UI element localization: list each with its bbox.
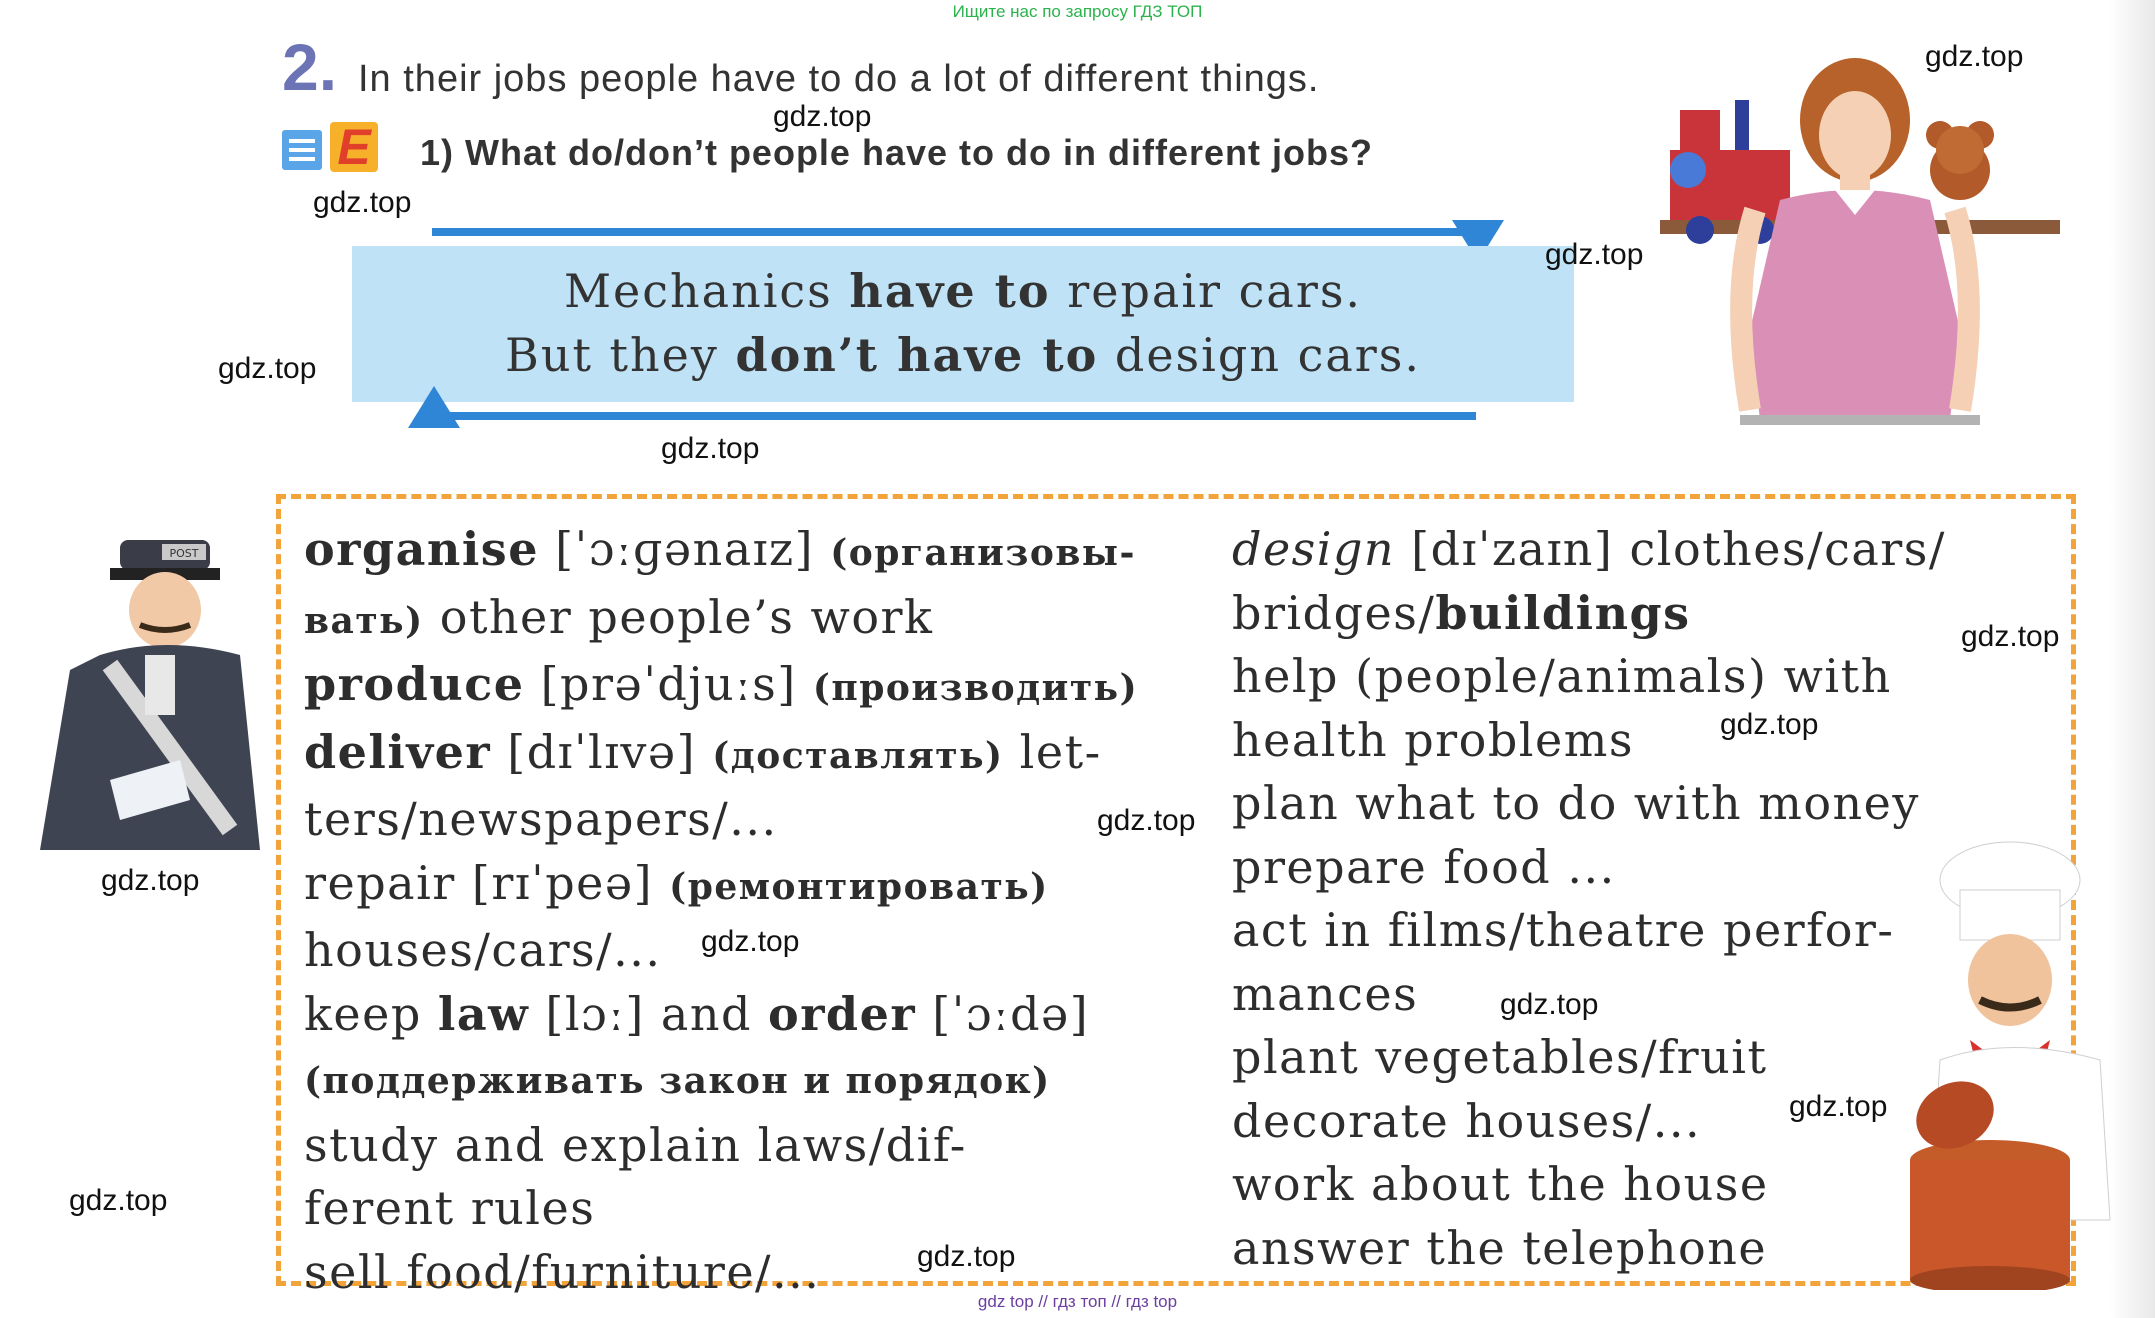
exercise-question: 1) What do/don’t people have to do in different jobs? — [420, 132, 1373, 173]
vocab-line: ferent rules — [304, 1181, 596, 1235]
vocab-line: answer the telephone — [1232, 1220, 1768, 1275]
watermark: gdz.top — [701, 925, 800, 958]
postman-illustration — [30, 530, 270, 860]
vocab-line: prepare food ... — [1232, 839, 1616, 894]
example-line-2: But they don’t have to design cars. — [505, 328, 1421, 382]
watermark: gdz.top — [101, 864, 200, 897]
vocab-line: health problems — [1232, 712, 1634, 767]
top-banner: Ищите нас по запросу ГДЗ ТОП — [952, 2, 1203, 21]
watermark: gdz.top — [1789, 1090, 1888, 1123]
saleswoman-illustration — [1660, 30, 2060, 450]
letter-e-icon: E — [330, 122, 378, 172]
vocab-line: organise [ˈɔːɡənaɪz] (организовы- — [304, 522, 1136, 576]
vocab-line: ters/newspapers/... — [304, 792, 778, 846]
vocab-line: help (people/animals) with — [1232, 649, 1892, 703]
vocab-line: study and explain laws/dif- — [304, 1117, 967, 1172]
chef-illustration — [1900, 840, 2120, 1290]
vocab-line: plan what to do with money — [1232, 776, 1920, 830]
arrow-up-icon — [408, 386, 460, 428]
vocab-line: (поддерживать закон и порядок) — [304, 1060, 1051, 1102]
example-box — [352, 246, 1574, 402]
arrow-top-line — [432, 228, 1482, 236]
vocab-line: вать) other people’s work — [304, 589, 934, 644]
watermark: gdz.top — [1720, 708, 1819, 741]
watermark: gdz.top — [773, 100, 872, 133]
vocab-line: deliver [dɪˈlɪvə] (доставлять) let- — [304, 724, 1102, 779]
exercise-title: In their jobs people have to do a lot of different things. — [358, 58, 1320, 100]
vocab-line: sell food/furniture/... — [304, 1244, 821, 1299]
arrow-bottom-line — [432, 412, 1476, 420]
watermark: gdz.top — [917, 1240, 1016, 1273]
watermark: gdz.top — [1925, 40, 2024, 73]
watermark: gdz.top — [69, 1184, 168, 1217]
vocab-line: houses/cars/... — [304, 923, 662, 977]
vocab-line: keep law [lɔː] and order [ˈɔːdə] — [304, 986, 1090, 1041]
watermark: gdz.top — [313, 186, 412, 219]
vocab-line: decorate houses/... — [1232, 1093, 1702, 1148]
vocabulary-right-column — [1232, 518, 1946, 1280]
vocab-line: act in films/theatre perfor- — [1232, 903, 1895, 957]
vocab-line: bridges/buildings — [1232, 585, 1691, 640]
bottom-banner: gdz top // гдз топ // гдз top — [977, 1292, 1178, 1311]
watermark: gdz.top — [1097, 804, 1196, 837]
vocab-line: repair [rɪˈpeə] (ремонтировать) — [304, 855, 1049, 910]
vocab-line: mances — [1232, 966, 1419, 1021]
watermark: gdz.top — [661, 432, 760, 465]
list-icon — [282, 130, 322, 170]
watermark: gdz.top — [218, 352, 317, 385]
vocab-line: produce [prəˈdjuːs] (производить) — [304, 657, 1139, 711]
watermark: gdz.top — [1545, 238, 1644, 271]
vocab-line: design [dɪˈzaɪn] clothes/cars/ — [1232, 522, 1946, 576]
vocabulary-left-column — [304, 518, 1138, 1304]
vocab-line: plant vegetables/fruit — [1232, 1030, 1768, 1084]
example-line-1: Mechanics have to repair cars. — [563, 264, 1363, 318]
postman-cap-label: POST — [169, 547, 199, 560]
watermark: gdz.top — [1500, 988, 1599, 1021]
exercise-number: 2. — [282, 30, 338, 104]
watermark: gdz.top — [1961, 620, 2060, 653]
vocab-line: work about the house — [1232, 1157, 1769, 1211]
